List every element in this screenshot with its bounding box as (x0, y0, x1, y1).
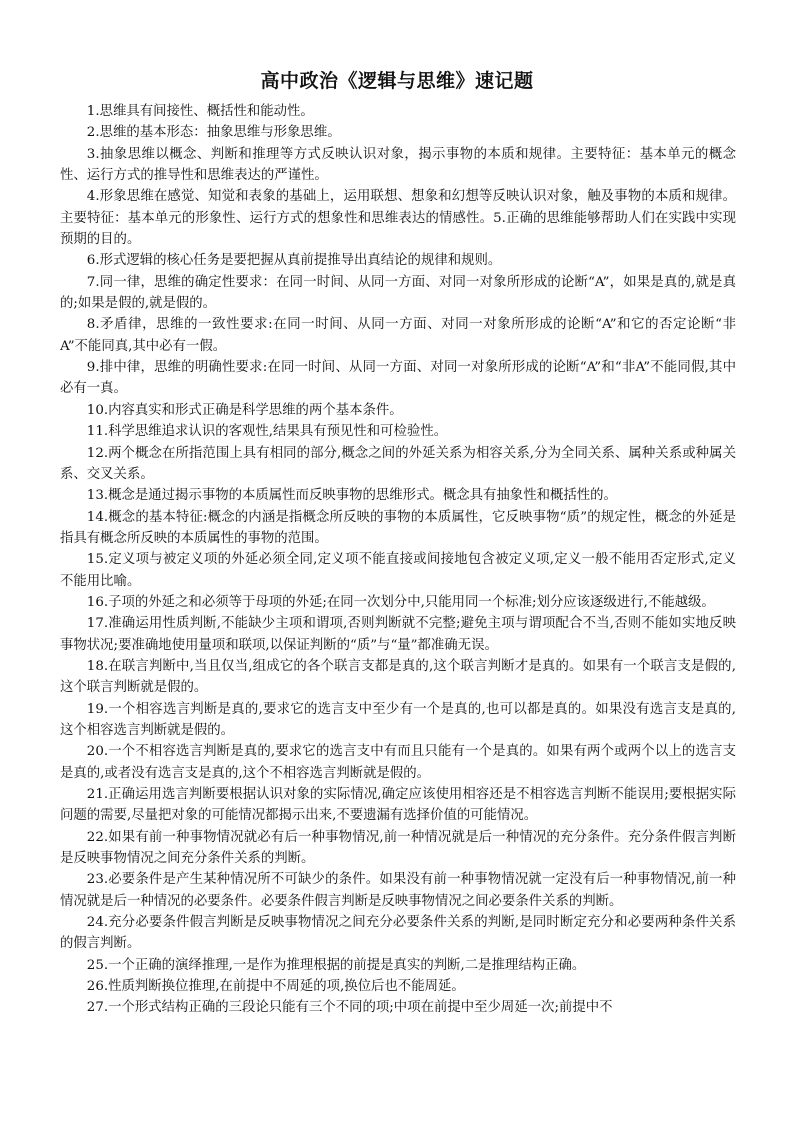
list-item: 10.内容真实和形式正确是科学思维的两个基本条件。 (86, 402, 403, 418)
list-item: 19.一个相容选言判断是真的,要求它的选言支中至少有一个是真的,也可以都是真的。如果没有选言支是真的,这个相容选言判断就是假的。 (60, 701, 736, 738)
list-item: 27.一个形式结构正确的三段论只能有三个不同的项;中项在前提中至少周延一次;前提中不 (86, 1000, 613, 1016)
list-item: 12.两个概念在所指范围上具有相同的部分,概念之间的外延关系为相容关系,分为全同关系、属种关系或种属关系、交叉关系。 (60, 445, 736, 482)
list-item: 25.一个正确的演绎推理,一是作为推理根据的前提是真实的判断,二是推理结构正确。 (86, 957, 586, 973)
list-item: 14.概念的基本特征:概念的内涵是指概念所反映的事物的本质属性，它反映事物“质”的规定性，概念的外延是指具有概念所反映的本质属性的事物的范围。 (60, 509, 736, 546)
list-item: 7.同一律，思维的确定性要求：在同一时间、从同一方面、对同一对象所形成的论断“A”，如果是真的,就是真的;如果是假的,就是假的。 (60, 274, 736, 312)
list-item: 6.形式逻辑的核心任务是要把握从真前提推导出真结论的规律和规则。 (86, 253, 502, 269)
list-item: 13.概念是通过揭示事物的本质属性而反映事物的思维形式。概念具有抽象性和概括性的。 (86, 488, 617, 504)
list-item: 21.正确运用选言判断要根据认识对象的实际情况,确定应该使用相容还是不相容选言判断不能误用;要根据实际问题的需要,尽量把对象的可能情况都揭示出来,不要遗漏有选择价值的可能情况。 (60, 787, 736, 824)
list-item: 2.思维的基本形态：抽象思维与形象思维。 (86, 125, 341, 141)
list-item: 11.科学思维追求认识的客观性,结果具有预见性和可检验性。 (86, 424, 448, 440)
list-item: 4.形象思维在感觉、知觉和表象的基础上，运用联想、想象和幻想等反映认识对象，触及事物的本质和规律。主要特征：基本单元的形象性、运行方式的想象性和思维表达的情感性。5.正确的思维能够帮助人们在实践中实现预期的目的。 (60, 189, 736, 248)
list-item: 22.如果有前一种事物情况就必有后一种事物情况,前一种情况就是后一种情况的充分条件。充分条件假言判断是反映事物情况之间充分条件关系的判断。 (60, 829, 736, 867)
list-item: 16.子项的外延之和必须等于母项的外延;在同一次划分中,只能用同一个标准;划分应该逐级进行,不能越级。 (86, 594, 715, 610)
list-item: 15.定义项与被定义项的外延必须全同,定义项不能直接或间接地包含被定义项,定义一般不能用否定形式,定义不能用比喻。 (60, 552, 736, 589)
list-item: 24.充分必要条件假言判断是反映事物情况之间充分必要条件关系的判断,是同时断定充分和必要两种条件关系的假言判断。 (60, 915, 736, 952)
list-item: 20.一个不相容选言判断是真的,要求它的选言支中有而且只能有一个是真的。如果有两个或两个以上的选言支是真的,或者没有选言支是真的,这个不相容选言判断就是假的。 (60, 744, 736, 781)
list-item: 3.抽象思维以概念、判断和推理等方式反映认识对象，揭示事物的本质和规律。主要特征：基本单元的概念性、运行方式的推导性和思维表达的严谨性。 (60, 146, 736, 184)
list-item: 8.矛盾律，思维的一致性要求:在同一时间、从同一方面、对同一对象所形成的论断“A”和它的否定论断“非A”不能同真,其中必有一假。 (60, 317, 736, 354)
list-item: 17.准确运用性质判断,不能缺少主项和谓项,否则判断就不完整;避免主项与谓项配合不当,否则不能如实地反映事物状况;要准确地使用量项和联项,以保证判断的“质”与“量”都准确无误。 (60, 616, 736, 653)
list-item: 9.排中律，思维的明确性要求:在同一时间、从同一方面、对同一对象所形成的论断“A”和“非A”不能同假,其中必有一真。 (60, 360, 736, 397)
list-item: 18.在联言判断中,当且仅当,组成它的各个联言支都是真的,这个联言判断才是真的。如果有一个联言支是假的,这个联言判断就是假的。 (60, 658, 736, 696)
list-item: 1.思维具有间接性、概括性和能动性。 (86, 104, 314, 119)
document-title: 高中政治《逻辑与思维》速记题 (260, 70, 534, 92)
list-item: 23.必要条件是产生某种情况所不可缺少的条件。如果没有前一种事物情况就一定没有后一种事物情况,前一种情况就是后一种情况的必要条件。必要条件假言判断是反映事物情况之间必要条件关系的判断。 (60, 872, 736, 909)
list-item: 26.性质判断换位推理,在前提中不周延的项,换位后也不能周延。 (86, 979, 465, 995)
document-body (60, 101, 736, 1019)
